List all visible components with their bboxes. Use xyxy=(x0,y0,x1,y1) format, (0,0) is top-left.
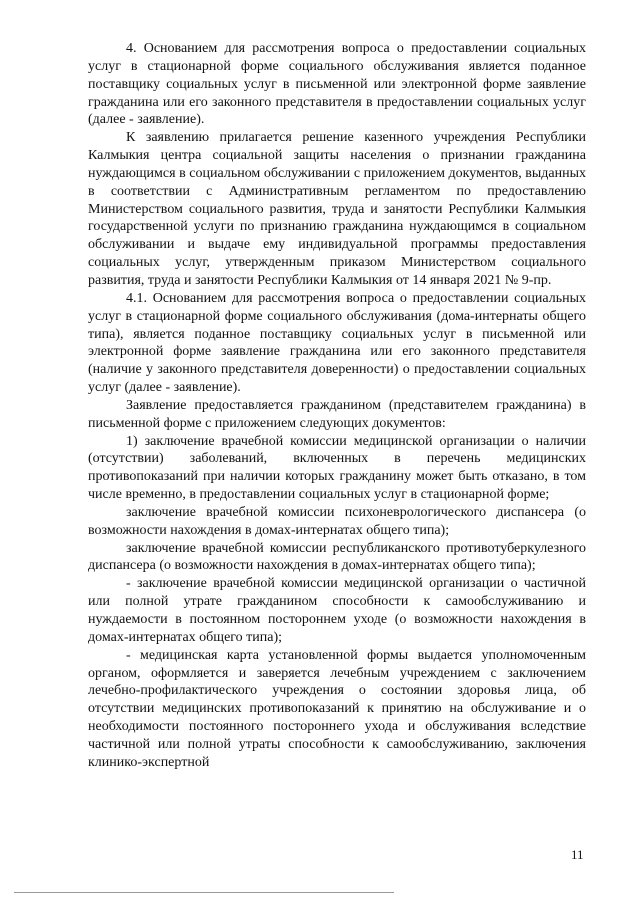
list-item-self-care-loss: - заключение врачебной комиссии медицинской организации о частичной или полной утрате гражданином способности к самообслуживанию и нуждаемости в постоянном постороннем уходе (о возможности нахождения в домах-интернатах общего типа); xyxy=(88,576,586,645)
paragraph-basis-general-homes: 4.1. Основанием для рассмотрения вопроса о предоставлении социальных услуг в стационарной форме социального обслуживания (дома-интернаты общего типа), является поданное поставщику социальных услуг в письменной или электронной форме заявление гражданина или его законного представителя (наличие у законного представителя доверенности) о предоставлении социальных услуг (далее - заявление). xyxy=(88,290,586,396)
list-item-psychoneurological: заключение врачебной комиссии психоневрологического диспансера (о возможности нахождения в домах-интернатах общего типа); xyxy=(88,504,586,538)
page-number: 11 xyxy=(571,847,584,862)
paragraph-application-documents: Заявление предоставляется гражданином (представителем гражданина) в письменной форме с приложением следующих документов: xyxy=(88,397,586,431)
bottom-rule xyxy=(14,892,394,893)
list-item-medical-card: - медицинская карта установленной формы выдается уполномоченным органом, оформляется и заверяется лечебным учреждением с заключением лечебно-профилактического учреждения о состоянии здоровья лица, об отсутствии медицинских противопоказаний к принятию на обслуживание и о необходимости постоянного постороннего ухода и обслуживания вследствие частичной или полной утраты способности к самообслуживанию, заключения клинико-экспертной xyxy=(88,647,586,770)
paragraph-attachment-decision: К заявлению прилагается решение казенного учреждения Республики Калмыкия центра социальной защиты населения о признании гражданина нуждающимся в социальном обслуживании с приложением документов, выданных в соответствии с Административным регламентом по предоставлению Министерством социального развития, труда и занятости Республики Калмыкия государственной услуги по признанию гражданина нуждающимся в социальном обслуживании и выдаче ему индивидуальной программы предоставления социальных услуг, утвержденным приказом Министерством социального развития, труда и занятости Республики Калмыкия от 14 января 2021 № 9-пр. xyxy=(88,130,586,288)
list-item-tuberculosis: заключение врачебной комиссии республиканского противотуберкулезного диспансера (о возможности нахождения в домах-интернатах общего типа); xyxy=(88,540,586,574)
list-item-medical-commission: 1) заключение врачебной комиссии медицинской организации о наличии (отсутствии) заболеваний, включенных в перечень медицинских противопоказаний при наличии которых гражданину может быть отказано, в том числе временно, в предоставлении социальных услуг в стационарной форме; xyxy=(88,433,586,503)
paragraph-basis-stationary: 4. Основанием для рассмотрения вопроса о предоставлении социальных услуг в стационарной форме социального обслуживания является поданное поставщику социальных услуг в письменной или электронной форме заявление гражданина или его законного представителя в предоставлении социальных услуг (далее - заявление). xyxy=(88,41,586,128)
document-body xyxy=(88,40,586,772)
